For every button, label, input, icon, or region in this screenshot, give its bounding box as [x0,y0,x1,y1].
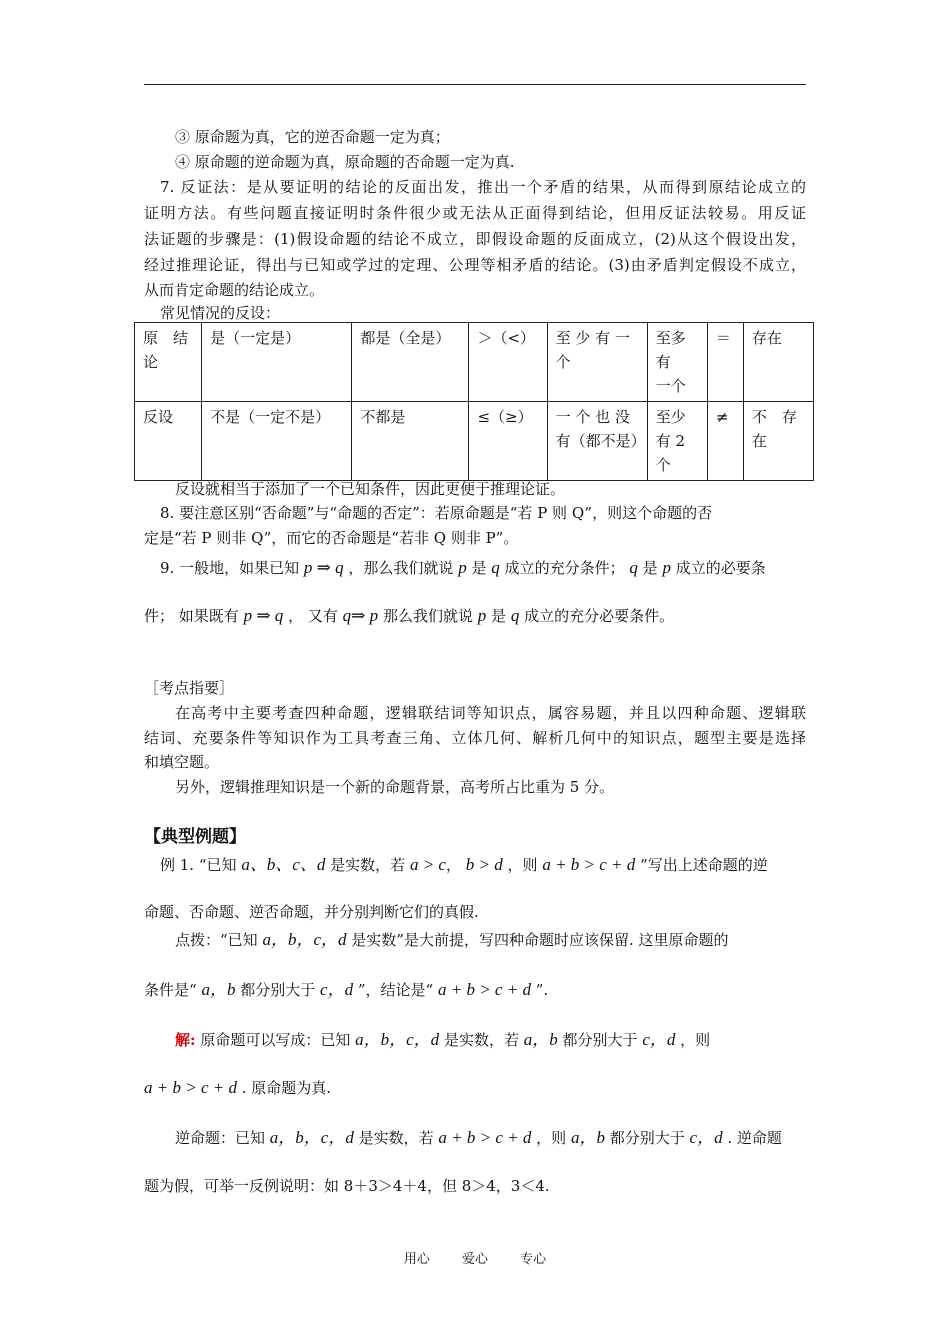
table-cell: 不都是 [352,402,469,481]
text-line: 另外，逻辑推理知识是一个新的命题背景，高考所占比重为 5 分。 [175,778,615,796]
math-expr: a，b [201,980,236,999]
solution-label: 解: [175,1031,196,1049]
math-expr: a + b > c + d [144,1078,237,1097]
text-line: 常见情况的反设： [160,304,281,322]
math-expr: p [662,558,671,577]
text-span: 例 1. “已知 [160,856,237,874]
text-line: 在高考中主要考查四种命题，逻辑联结词等知识点，属容易题，并且以四种命题、逻辑联 [175,704,806,722]
math-expr: c，d [642,1030,676,1049]
math-expr: a + b > c + d [438,1128,532,1147]
math-expr: a > c [409,855,446,874]
math-expr: a，b，c，d [262,930,347,949]
text-span: ，则 [536,1129,567,1147]
text-span: 那么我们就说 [382,607,473,625]
math-expr: q [491,558,500,577]
text-span: 都分别大于 [562,1031,638,1049]
math-expr: a，b [570,1128,605,1147]
text-line [144,1078,812,1098]
text-span: 原命题可以写成：已知 [200,1031,351,1049]
text-line: ④ 原命题的逆命题为真，原命题的否命题一定为真. [175,153,515,171]
table-cell: 都是（全是） [352,323,469,402]
header-rule [144,84,806,85]
text-span: 成立的充分条件； [504,559,625,577]
text-span: ”. [535,981,549,999]
text-span: 都分别大于 [609,1129,685,1147]
section-label: ［考点指要］ [144,679,235,697]
text-span: . 逆命题 [727,1129,782,1147]
math-expr: a，b [523,1030,558,1049]
math-expr: a、b、c、d [241,855,326,874]
table-cell: ＝ [707,323,743,402]
text-span: 是 [491,607,507,625]
math-expr: a + b > c + d [542,855,636,874]
math-expr: a，b，c，d [269,1128,354,1147]
text-span: ，则 [507,856,538,874]
footer-text: 爱心 [461,1252,488,1267]
text-span: 9. 一般地，如果已知 [160,559,300,577]
text-line: 从而肯定命题的结论成立。 [144,281,325,299]
text-span: 点拨：“已知 [175,931,258,949]
text-span: ， 又有 [288,607,338,625]
text-span: ”，结论是“ [357,981,434,999]
text-span: . 原命题为真. [241,1079,332,1097]
table-cell: 存在 [743,323,813,402]
table-cell: ＞（<） [469,323,547,402]
text-span: 是 [642,559,658,577]
table-cell: 反设 [135,402,202,481]
math-expr: a，b，c，d [355,1030,440,1049]
text-span: ”写出上述命题的逆 [640,856,768,874]
text-line: 和填空题。 [144,753,220,771]
text-span: 条件是“ [144,981,197,999]
text-span: 逆命题：已知 [175,1129,266,1147]
math-expr: q [629,558,638,577]
table-cell: 不是（一定不是） [202,402,352,481]
section-heading: 【典型例题】 [144,827,246,847]
text-line: 法证题的步骤是：(1)假设命题的结论不成立，即假设命题的反面成立，(2)从这个假设出发， [144,230,806,248]
footer-text: 用心 [403,1252,430,1267]
table-row [135,323,814,402]
text-span: 是实数，若 [443,1031,519,1049]
text-line: 结词、充要条件等知识作为工具考查三角、立体几何、解析几何中的知识点，题型主要是选择 [144,729,806,747]
math-expr: p [477,606,487,625]
text-span: ，那么我们就说 [348,559,454,577]
text-line [175,1128,843,1148]
math-expr: p ⇒ q [303,558,344,577]
text-span: 都分别大于 [240,981,316,999]
table-cell: 至少有 2 个 [647,402,707,481]
table-cell: 原 结论 [135,323,202,402]
negation-table [134,322,814,481]
table-cell: ≤（≥） [469,402,547,481]
text-span: 是实数”是大前提，写四种命题时应该保留. 这里原命题的 [351,931,729,949]
text-line: ③ 原命题为真，它的逆否命题一定为真； [175,128,450,146]
table-cell: 至多有 一个 [647,323,707,402]
text-line: 反设就相当于添加了一个已知条件，因此更便于推理论证。 [175,480,566,498]
math-expr: p ⇒ q [243,606,284,625]
page-footer [0,1248,950,1267]
math-expr: c，d [320,980,354,999]
footer-text: 专心 [520,1252,547,1267]
text-line: 7. 反证法：是从要证明的结论的反面出发，推出一个矛盾的结果，从而得到原结论成立的 [160,178,806,196]
math-expr: q⇒ p [342,606,379,625]
text-line: 命题、否命题、逆否命题，并分别判断它们的真假. [144,903,479,921]
table-cell: 不 存在 [743,402,813,481]
table-row [135,402,814,481]
text-line: 8. 要注意区别“否命题”与“命题的否定”：若原命题是“若 P 则 Q”，则这个命题的否 [160,504,713,522]
text-line: 例 1. “已知 a、b、c、d 是实数，若 a > c， b > d ，则 a + b > c + d ”写出上述命题的逆 [160,855,768,874]
text-span: 成立的必要条 [675,559,766,577]
text-line: 经过推理论证，得出与已知或学过的定理、公理等相矛盾的结论。(3)由矛盾判定假设不成立， [144,256,806,274]
text-line [160,558,828,578]
text-span: ，则 [680,1031,711,1049]
text-span: 是实数，若 [330,856,406,874]
math-expr: b > d [465,855,503,874]
math-expr: a + b > c + d [437,980,531,999]
text-span: 件； 如果既有 [144,607,239,625]
text-span: 是 [471,559,487,577]
table-cell: ≠ [707,402,743,481]
text-line: 题为假，可举一反例说明：如 8＋3＞4＋4，但 8＞4，3＜4. [144,1177,550,1195]
text-span: 成立的充分必要条件。 [524,607,675,625]
text-line [144,980,812,1000]
text-line [144,606,812,626]
text-line [175,1030,843,1050]
text-line: 定是“若 P 则非 Q”，而它的否命题是“若非 Q 则非 P”。 [144,529,519,547]
math-expr: q [510,606,520,625]
math-expr: p [458,558,467,577]
table-cell: 是（一定是） [202,323,352,402]
math-expr: c，d [689,1128,723,1147]
text-line [175,930,843,950]
text-span: 是实数，若 [358,1129,434,1147]
table-cell: 一 个 也 没有（都不是） [547,402,647,481]
table-cell: 至 少 有 一个 [547,323,647,402]
text-line: 证明方法。有些问题直接证明时条件很少或无法从正面得到结论，但用反证法较易。用反证 [144,204,806,222]
